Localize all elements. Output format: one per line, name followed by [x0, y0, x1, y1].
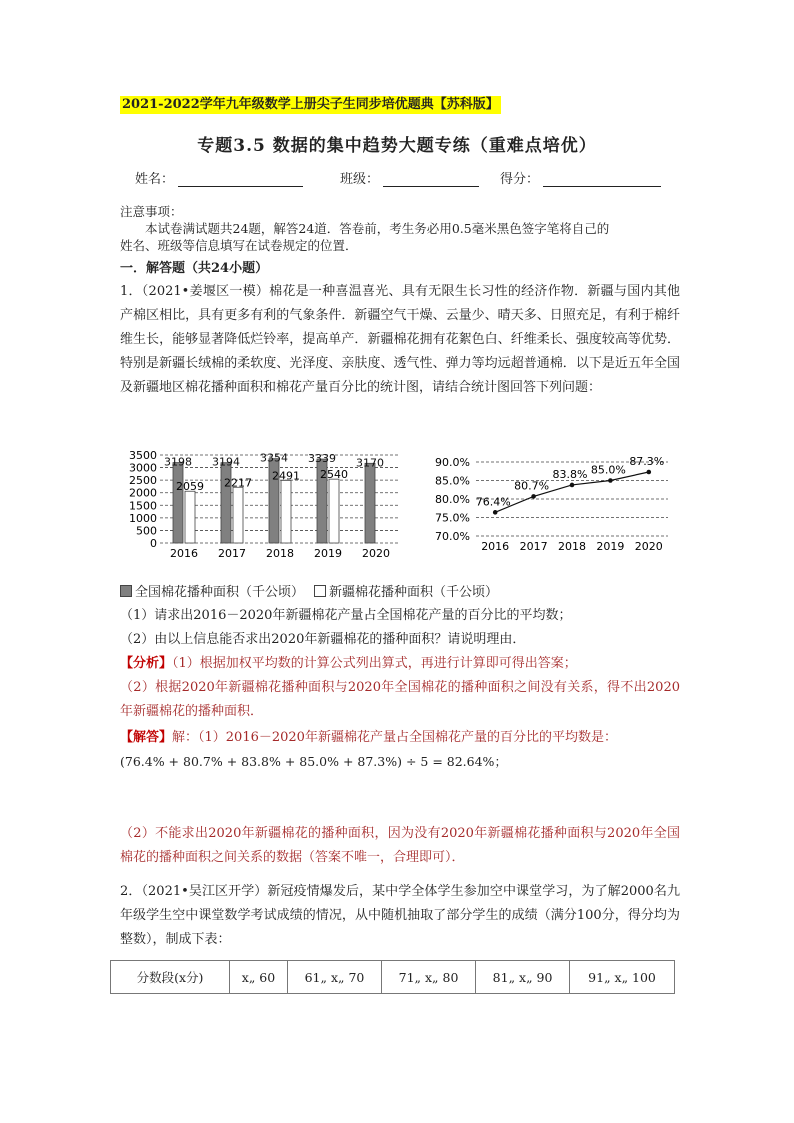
- question-1-parts: [120, 604, 680, 774]
- data-point: [493, 510, 498, 515]
- bar-national: [221, 463, 231, 543]
- bar-xinjiang: [329, 479, 339, 543]
- table-cell: x„ 60: [230, 961, 288, 994]
- y-tick-label: 1500: [129, 499, 157, 513]
- y-tick-label: 80.0%: [435, 493, 470, 506]
- answer-tag: 【解答】: [120, 730, 173, 745]
- x-tick-label: 2017: [519, 540, 548, 553]
- series-title: 2021-2022学年九年级数学上册尖子生同步培优题典【苏科版】: [122, 97, 499, 112]
- bar-chart: [118, 447, 408, 565]
- legend-national: 全国棉花播种面积（千公顷）: [135, 585, 305, 600]
- data-label-national: 3194: [212, 455, 240, 469]
- class-label: 班级：: [340, 172, 380, 187]
- x-tick-label: 2017: [218, 547, 246, 560]
- answer-intro: 解：（1）2016－2020年新疆棉花产量占全国棉花产量的百分比的平均数是：: [172, 730, 617, 745]
- y-tick-label: 1000: [129, 511, 157, 525]
- data-label-xinjiang: 2217: [224, 476, 252, 490]
- bar-xinjiang: [281, 480, 291, 543]
- table-cell: 91„ x„ 100: [570, 961, 675, 994]
- data-point: [647, 470, 652, 475]
- name-blank: [178, 172, 303, 187]
- data-label: 83.8%: [552, 467, 588, 481]
- table-cell: 分数段(x分): [111, 961, 230, 994]
- y-tick-label: 500: [136, 524, 157, 538]
- question-2-text: 2．（2021•吴江区开学）新冠疫情爆发后，某中学全体学生参加空中课堂学习，为了解2000名九年级学生空中课堂数学考试成绩的情况，从中随机抽取了部分学生的成绩（满分100分，得分均为整数），制成下表：: [120, 884, 680, 947]
- data-label: 80.7%: [514, 479, 550, 493]
- data-label: 76.4%: [475, 495, 511, 509]
- name-label: 姓名：: [135, 172, 175, 187]
- notes-heading: 注意事项：: [120, 204, 183, 219]
- y-tick-label: 85.0%: [435, 474, 470, 488]
- score-table: [110, 960, 675, 994]
- bar-national: [173, 463, 183, 543]
- class-blank: [383, 172, 479, 187]
- legend-swatch-national: [120, 585, 132, 597]
- y-tick-label: 2500: [129, 474, 157, 488]
- analysis-tag: 【分析】: [120, 656, 173, 671]
- x-tick-label: 2018: [266, 547, 294, 560]
- score-field: [500, 168, 661, 187]
- y-tick-label: 2000: [129, 486, 157, 500]
- y-tick-label: 75.0%: [435, 511, 470, 525]
- answer-formula: (76.4% + 80.7% + 83.8% + 85.0% + 87.3%) ÷ 5 = 82.64%；: [120, 754, 507, 769]
- data-point: [531, 494, 536, 499]
- table-row: [111, 961, 675, 994]
- name-field: [135, 168, 340, 187]
- data-label-national: 3354: [260, 451, 288, 465]
- section-title: 一．解答题（共24小题）: [120, 261, 269, 276]
- x-tick-label: 2019: [314, 547, 342, 560]
- class-field: [340, 168, 500, 187]
- data-label-national: 3339: [308, 452, 336, 466]
- data-point: [570, 483, 575, 488]
- score-label: 得分：: [500, 172, 540, 187]
- exam-notes: [120, 203, 680, 254]
- y-tick-label: 3000: [129, 461, 157, 475]
- data-label-xinjiang: 2491: [272, 469, 300, 483]
- notes-line-2: 姓名、班级等信息填写在试卷规定的位置．: [120, 238, 358, 253]
- y-tick-label: 70.0%: [435, 530, 470, 543]
- analysis-part-1: （1）根据加权平均数的计算公式列出算式，再进行计算即可得出答案；: [172, 656, 577, 671]
- x-tick-label: 2016: [170, 547, 198, 560]
- notes-line-1: 本试卷满试题共24题，解答24道．答卷前，考生务必用0.5毫米黑色签字笔将自己的: [145, 221, 610, 236]
- table-cell: 61„ x„ 70: [287, 961, 381, 994]
- bar-national: [365, 463, 375, 543]
- line-chart: [428, 450, 678, 562]
- x-tick-label: 2018: [558, 540, 586, 553]
- legend-xinjiang: 新疆棉花播种面积（千公顷）: [329, 585, 499, 600]
- analysis-part-2: （2）根据2020年新疆棉花播种面积与2020年全国棉花的播种面积之间没有关系，得不出2020年新疆棉花的播种面积．: [120, 680, 680, 719]
- question-1-text: 1．（2021•姜堰区一模）棉花是一种喜温喜光、具有无限生长习性的经济作物．新疆与国内其他产棉区相比，具有更多有利的气象条件．新疆空气干燥、云量少、晴天多、日照充足，有利于棉纤维生长，能够显著降低烂铃率，提高单产．新疆棉花拥有花絮色白、纤维柔长、强度较高等优势．特别是新疆长绒棉的柔软度、光泽度、亲肤度、透气性、弹力等均远超普通棉．以下是近五年全国及新疆地区棉花播种面积和棉花产量百分比的统计图，请结合统计图回答下列问题：: [120, 284, 680, 395]
- sub-question-1: （1）请求出2016－2020年新疆棉花产量占全国棉花产量的百分比的平均数；: [120, 608, 572, 623]
- x-tick-label: 2019: [596, 540, 625, 553]
- data-label: 85.0%: [590, 463, 626, 477]
- table-cell: 81„ x„ 90: [476, 961, 570, 994]
- bar-xinjiang: [185, 491, 195, 543]
- data-label: 87.3%: [629, 454, 665, 468]
- data-label-national: 3198: [164, 455, 192, 469]
- y-tick-label: 3500: [129, 449, 157, 462]
- data-label-xinjiang: 2540: [320, 468, 348, 482]
- answer-part-2: （2）不能求出2020年新疆棉花的播种面积，因为没有2020年新疆棉花播种面积与2020年全国棉花的播种面积之间关系的数据（答案不唯一，合理即可）．: [120, 826, 680, 865]
- x-tick-label: 2020: [634, 540, 663, 553]
- y-tick-label: 0: [150, 537, 157, 550]
- score-blank: [543, 172, 661, 187]
- chart-legend: [120, 581, 498, 600]
- y-tick-label: 90.0%: [435, 456, 470, 469]
- table-cell: 71„ x„ 80: [382, 961, 476, 994]
- sub-question-2: （2）由以上信息能否求出2020年新疆棉花的播种面积？请说明理由．: [120, 632, 526, 647]
- page-title: 专题3.5 数据的集中趋势大题专练（重难点培优）: [197, 136, 597, 156]
- data-label-xinjiang: 2059: [176, 480, 204, 494]
- x-tick-label: 2016: [481, 540, 510, 553]
- bar-xinjiang: [233, 487, 243, 543]
- data-point: [608, 478, 613, 483]
- legend-swatch-xinjiang: [314, 585, 326, 597]
- data-label-national: 3170: [356, 456, 384, 470]
- student-info-row: [135, 168, 675, 187]
- x-tick-label: 2020: [362, 547, 390, 560]
